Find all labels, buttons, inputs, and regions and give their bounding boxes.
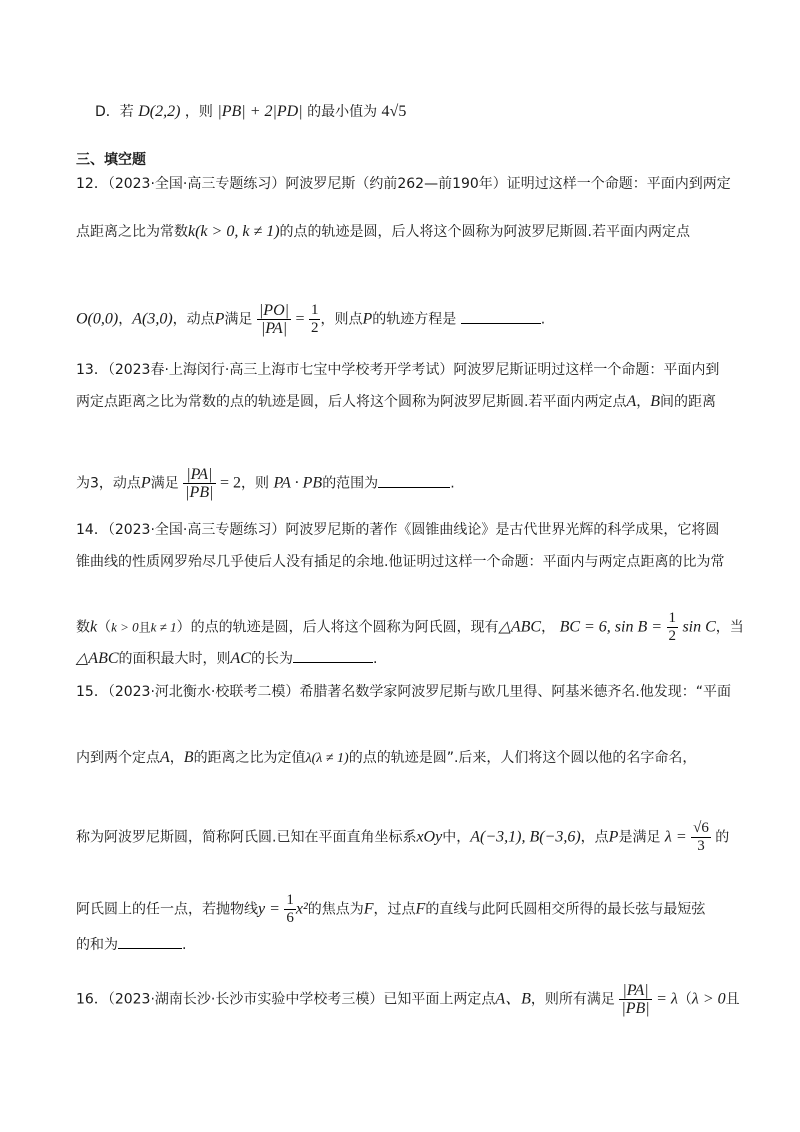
q14-ac: AC <box>230 650 251 667</box>
q13-t4: 的范围为 <box>322 475 379 492</box>
q12-line3 <box>76 302 724 337</box>
option-d-expr: |PB| + 2|PD| <box>217 103 303 120</box>
q14-line2: 锥曲线的性质网罗殆尽几乎使后人没有插足的余地.他证明过这样一个命题：平面内与两定点距离的比为常 <box>76 554 725 570</box>
q14-half-fraction: $\frac{1}{2}$ <box>668 610 676 644</box>
q15-point-a: A <box>160 749 170 766</box>
q13-end: . <box>450 475 455 492</box>
q12-line1: 12．（2023·全国·高三专题练习）阿波罗尼斯（约前262—前190年）证明过这样一个命题：平面内到两定 <box>76 176 731 192</box>
q13-text-end: 间的距离 <box>660 394 717 410</box>
q15-t10: 的焦点为 <box>307 901 364 918</box>
q15-parabola: y = <box>258 900 280 918</box>
q15-t1: 内到两个定点 <box>76 750 160 766</box>
q15-xoy: xOy <box>416 828 443 846</box>
q14-triangle-2: △ABC <box>76 650 119 667</box>
q13-line2 <box>76 392 724 412</box>
q12-k-condition: k(k > 0, k ≠ 1) <box>188 223 280 240</box>
q12-t4: 的轨迹方程是 <box>372 311 457 328</box>
q15-focus-f2: F <box>415 900 426 918</box>
q15-t11: ，过点 <box>373 901 416 918</box>
q15-line4 <box>76 892 724 927</box>
q12-ratio-fraction: $\frac{|PO|}{|PA|}$ <box>258 302 290 337</box>
q12-line2 <box>76 222 724 242</box>
option-d-value: 4√5 <box>381 103 407 120</box>
q15-lambda-eq: λ = <box>664 828 687 846</box>
q13-answer-blank[interactable] <box>378 473 450 488</box>
q12-t3: ，则点 <box>320 311 363 328</box>
q15-point-p: P <box>608 828 619 846</box>
q14-end: . <box>372 651 378 667</box>
q13-eq: = 2 <box>219 474 241 492</box>
q13-point-a: A <box>626 393 637 410</box>
q14-t7: 的长为 <box>250 651 293 667</box>
q15-point-b: B <box>183 749 194 766</box>
q13-line3 <box>76 466 724 501</box>
q12-text: 点距离之比为常数 <box>76 224 188 240</box>
q14-line3 <box>76 610 744 645</box>
q12-end: . <box>540 311 546 328</box>
q12-sep: ， <box>118 311 133 328</box>
q13-t2: 满足 <box>150 475 179 492</box>
q15-t8: 的 <box>715 829 730 846</box>
q15-t12: 的直线与此阿氏圆相交所得的最长弦与最短弦 <box>425 901 706 918</box>
section-title: 三、填空题 <box>76 152 146 168</box>
q12-point-p2: P <box>362 310 373 328</box>
q15-x-squared: x² <box>295 900 308 918</box>
option-d-then: ，则 <box>184 104 213 120</box>
q13-point-p: P <box>140 474 151 492</box>
q12-text-b: 的点的轨迹是圆，后人将这个圆称为阿波罗尼斯圆.若平面内两定点 <box>279 224 690 240</box>
q15-sqrt6-fraction: $\frac{√6}{3}$ <box>693 820 709 854</box>
q12-eq: = <box>295 310 305 328</box>
q15-t7: 是满足 <box>618 829 661 846</box>
q13-t3: ，则 <box>240 475 269 492</box>
q16-t2: ，则所有满足 <box>530 991 615 1008</box>
q13-dot-product: PA · PB <box>273 474 323 492</box>
q16-t3: （ <box>677 991 692 1008</box>
q16-t1: 16．（2023·湖南长沙·长沙市实验中学校考三模）已知平面上两定点 <box>76 991 496 1008</box>
q16-line1 <box>76 982 740 1017</box>
q14-cond1: k > 0 <box>111 619 139 635</box>
option-d-label: D．若 <box>95 104 134 120</box>
q15-line1: 15．（2023·河北衡水·校联考二模）希腊著名数学家阿波罗尼斯与欧几里得、阿基米德齐名.他发现：“平面 <box>76 684 732 700</box>
q16-points: A、B <box>495 990 531 1008</box>
q16-eq: = λ <box>656 990 678 1008</box>
q12-t2: 满足 <box>224 311 253 328</box>
q14-t6: 的面积最大时，则 <box>118 651 231 667</box>
q13-point-b: B <box>650 393 661 410</box>
q12-point-a: A(3,0) <box>132 310 173 328</box>
q15-t2: 的距离之比为定值 <box>193 750 306 766</box>
q13-sep: ， <box>636 394 651 410</box>
q15-line2 <box>76 748 724 769</box>
q12-t1: ，动点 <box>172 311 215 328</box>
q14-cond3: BC = 6, sin B = <box>559 618 663 636</box>
q13-ratio-fraction: $\frac{|PA|}{|PB|}$ <box>185 466 214 501</box>
option-d-point: D(2,2) <box>138 103 181 120</box>
q13-line1: 13．（2023春·上海闵行·高三上海市七宝中学校考开学考试）阿波罗尼斯证明过这样一个命题：平面内到 <box>76 362 720 378</box>
q13-t1: 为3，动点 <box>76 475 141 492</box>
q15-points: A(−3,1), B(−3,6) <box>470 828 581 846</box>
q15-focus-f: F <box>363 900 374 918</box>
q14-k: k <box>90 618 98 636</box>
q15-line5 <box>76 934 724 955</box>
q16-cond: λ > 0 <box>691 990 726 1008</box>
q14-triangle: △ABC <box>498 618 542 636</box>
q14-t4: ， <box>541 619 556 636</box>
q14-t5: ，当 <box>715 619 744 636</box>
q14-t2: （ <box>97 619 112 636</box>
q16-ratio-fraction: $\frac{|PA|}{|PB|}$ <box>621 982 650 1017</box>
q15-t9: 阿氏圆上的任一点，若抛物线 <box>76 901 258 918</box>
option-d-text: 的最小值为 <box>307 104 378 120</box>
q12-point-o: O(0,0) <box>76 310 119 328</box>
q15-t3: 的点的轨迹是圆”.后来，人们将这个圆以他的名字命名， <box>348 750 697 766</box>
q14-line4 <box>76 648 724 669</box>
q15-answer-blank[interactable] <box>118 934 182 949</box>
q14-answer-blank[interactable] <box>293 648 373 663</box>
q12-point-p: P <box>214 310 225 328</box>
q14-and: 且 <box>138 620 151 635</box>
q15-line3 <box>76 820 730 855</box>
q16-t4: 且 <box>725 991 740 1008</box>
q15-end: . <box>182 937 187 953</box>
q15-sep: ， <box>169 750 184 766</box>
q15-t13: 的和为 <box>76 937 118 953</box>
q15-t4: 称为阿波罗尼斯圆，简称阿氏圆.已知在平面直角坐标系 <box>76 829 417 846</box>
q13-text: 两定点距离之比为常数的点的轨迹是圆，后人将这个圆称为阿波罗尼斯圆.若平面内两定点 <box>76 394 627 410</box>
q15-sixth-fraction: $\frac{1}{6}$ <box>286 892 294 926</box>
q15-t6: ，点 <box>580 829 609 846</box>
q14-t1: 数 <box>76 619 90 636</box>
q14-sinc: sin C <box>682 618 716 636</box>
q14-t3: ）的点的轨迹是圆，后人将这个圆称为阿氏圆，现有 <box>176 619 499 636</box>
q12-answer-blank[interactable] <box>461 309 541 324</box>
q12-half-fraction: $\frac{1}{2}$ <box>310 302 319 336</box>
q14-cond2: k ≠ 1 <box>150 619 177 635</box>
option-d <box>95 102 724 122</box>
q15-lambda: λ(λ ≠ 1) <box>305 751 349 766</box>
q15-t5: 中， <box>442 829 471 846</box>
q14-line1: 14．（2023·全国·高三专题练习）阿波罗尼斯的著作《圆锥曲线论》是古代世界光辉的科学成果，它将圆 <box>76 522 720 538</box>
